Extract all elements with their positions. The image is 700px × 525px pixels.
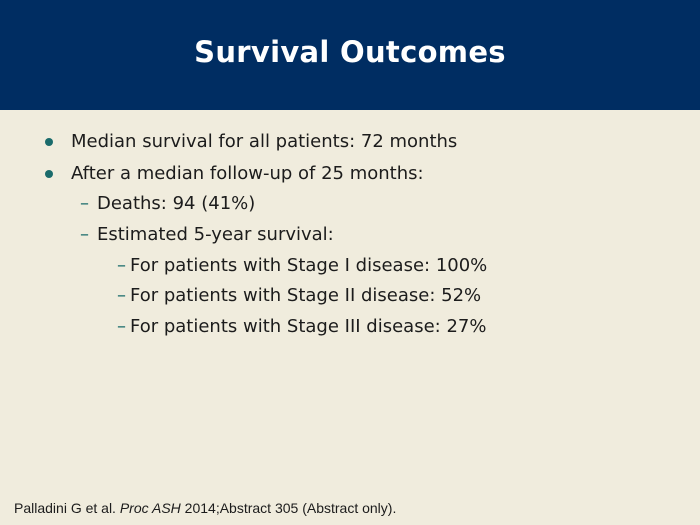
slide-header <box>0 0 700 110</box>
citation-journal: Proc ASH <box>119 500 181 516</box>
citation-footer <box>14 500 396 516</box>
slide-title: Survival Outcomes <box>194 35 506 69</box>
sub-sub-bullet-item <box>117 285 481 307</box>
bullet-text: Deaths: 94 (41%) <box>97 193 256 214</box>
citation-authors: Palladini G et al. <box>14 500 120 516</box>
sub-bullet-item <box>80 193 255 215</box>
bullet-text: For patients with Stage I disease: 100% <box>130 255 488 276</box>
bullet-text: For patients with Stage II disease: 52% <box>130 285 482 306</box>
bullet-text: Median survival for all patients: 72 months <box>71 131 458 152</box>
dash-marker: – <box>80 224 89 245</box>
bullet-item <box>71 131 457 153</box>
dash-marker: – <box>117 285 126 306</box>
dash-marker: – <box>117 255 126 276</box>
citation-details: 2014;Abstract 305 (Abstract only). <box>180 500 397 516</box>
bullet-dot-icon <box>45 170 53 178</box>
dash-marker: – <box>80 193 89 214</box>
bullet-item <box>71 163 424 185</box>
sub-bullet-item <box>80 224 334 246</box>
bullet-dot-icon <box>45 138 53 146</box>
bullet-text: Estimated 5-year survival: <box>97 224 334 245</box>
bullet-text: For patients with Stage III disease: 27% <box>130 316 487 337</box>
sub-sub-bullet-item <box>117 316 486 338</box>
bullet-text: After a median follow-up of 25 months: <box>71 163 424 184</box>
sub-sub-bullet-item <box>117 255 487 277</box>
dash-marker: – <box>117 316 126 337</box>
